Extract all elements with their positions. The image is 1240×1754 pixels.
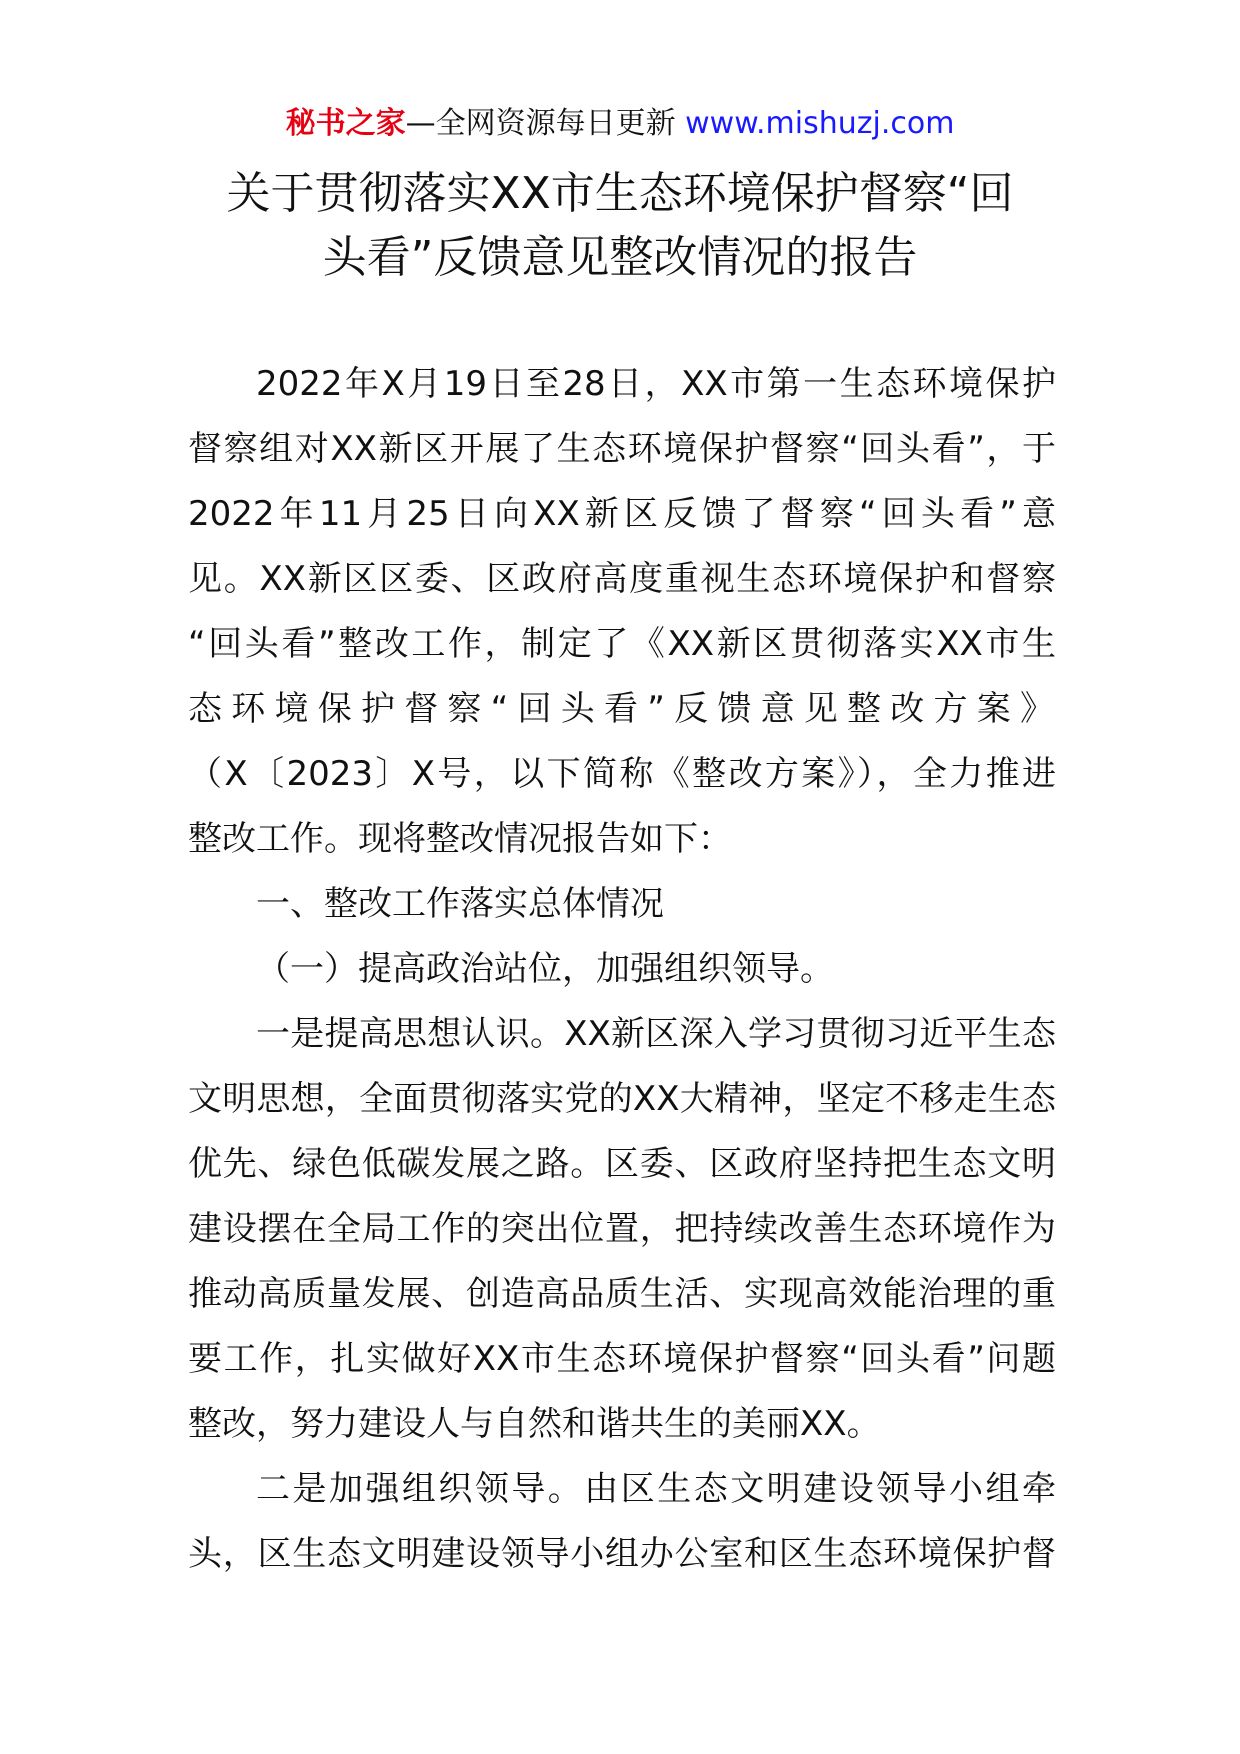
body-line: 整改，努力建设人与自然和谐共生的美丽XX。 xyxy=(188,1404,881,1444)
body-line: 文明思想，全面贯彻落实党的XX大精神，坚定不移走生态 xyxy=(188,1079,1056,1119)
body-line: 整改工作。现将整改情况报告如下： xyxy=(188,819,732,859)
document-body xyxy=(188,352,1056,1587)
body-line: 态环境保护督察“回头看”反馈意见整改方案》 xyxy=(188,689,1056,729)
body-line: 要工作，扎实做好XX市生态环境保护督察“回头看”问题 xyxy=(188,1339,1056,1379)
subsection-heading: （一）提高政治站位，加强组织领导。 xyxy=(256,949,834,989)
body-line: 2022年11月25日向XX新区反馈了督察“回头看”意 xyxy=(188,494,1056,534)
section-heading: 一、整改工作落实总体情况 xyxy=(256,884,664,924)
site-header xyxy=(0,102,1240,146)
site-brand: 秘书之家 xyxy=(285,106,406,141)
body-line: 推动高质量发展、创造高品质生活、实现高效能治理的重 xyxy=(188,1274,1056,1314)
body-line: 优先、绿色低碳发展之路。区委、区政府坚持把生态文明 xyxy=(188,1144,1056,1184)
document-title xyxy=(180,162,1060,290)
site-url-link[interactable]: www.mishuzj.com xyxy=(685,106,955,141)
body-line: 2022年X月19日至28日，XX市第一生态环境保护 xyxy=(256,364,1056,404)
body-line: “回头看”整改工作，制定了《XX新区贯彻落实XX市生 xyxy=(188,624,1056,664)
title-line-1: 关于贯彻落实XX市生态环境保护督察“回 xyxy=(226,168,1014,219)
body-line: 头，区生态文明建设领导小组办公室和区生态环境保护督 xyxy=(188,1534,1056,1574)
body-line: 建设摆在全局工作的突出位置，把持续改善生态环境作为 xyxy=(188,1209,1056,1249)
site-tagline: —全网资源每日更新 xyxy=(405,106,676,141)
body-line: 督察组对XX新区开展了生态环境保护督察“回头看”，于 xyxy=(188,429,1056,469)
title-line-2: 头看”反馈意见整改情况的报告 xyxy=(322,232,918,283)
body-line: 见。XX新区区委、区政府高度重视生态环境保护和督察 xyxy=(188,559,1056,599)
body-line: 二是加强组织领导。由区生态文明建设领导小组牵 xyxy=(256,1469,1056,1509)
body-line: （X〔2023〕X号，以下简称《整改方案》），全力推进 xyxy=(188,754,1056,794)
body-line: 一是提高思想认识。XX新区深入学习贯彻习近平生态 xyxy=(256,1014,1056,1054)
